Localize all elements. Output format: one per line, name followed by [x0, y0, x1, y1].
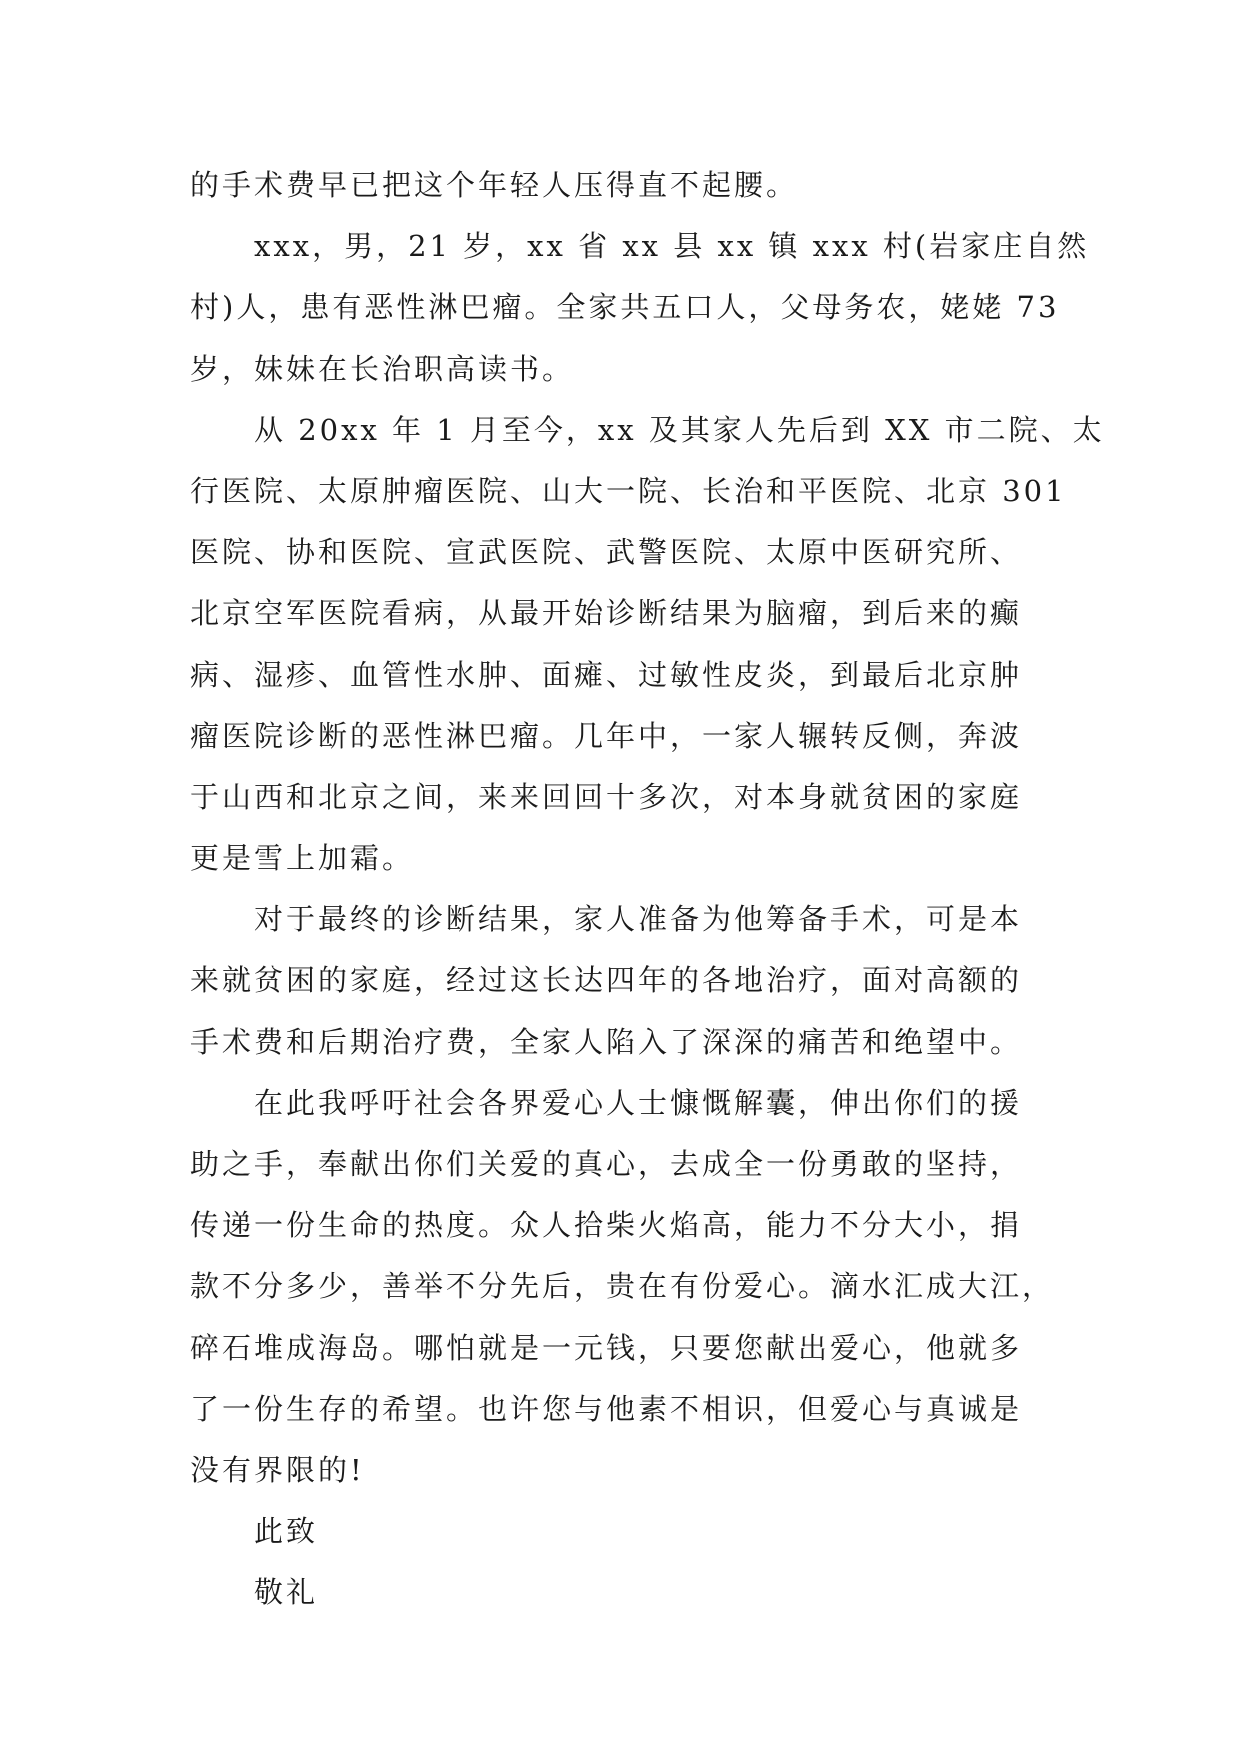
text-line: 对于最终的诊断结果，家人准备为他筹备手术，可是本 — [254, 902, 1023, 937]
text-line: 手术费和后期治疗费，全家人陷入了深深的痛苦和绝望中。 — [190, 1024, 1023, 1059]
text-line: 医院、协和医院、宣武医院、武警医院、太原中医研究所、 — [190, 535, 1023, 570]
text-line: 传递一份生命的热度。众人拾柴火焰高，能力不分大小，捐 — [190, 1208, 1023, 1243]
text-line: 更是雪上加霜。 — [190, 841, 415, 876]
text-line: 在此我呼吁社会各界爱心人士慷慨解囊，伸出你们的援 — [254, 1085, 1023, 1120]
text-line: xxx，男，21 岁，xx 省 xx 县 xx 镇 xxx 村(岩家庄自然 — [254, 229, 1090, 264]
text-line: 从 20xx 年 1 月至今，xx 及其家人先后到 XX 市二院、太 — [254, 412, 1105, 447]
text-line: 来就贫困的家庭，经过这长达四年的各地治疗，面对高额的 — [190, 963, 1023, 998]
closing-regards: 敬礼 — [254, 1575, 319, 1610]
text-line: 的手术费早已把这个年轻人压得直不起腰。 — [190, 168, 799, 202]
text-line: 村)人，患有恶性淋巴瘤。全家共五口人，父母务农，姥姥 73 — [190, 290, 1060, 325]
text-line: 岁，妹妹在长治职高读书。 — [190, 351, 575, 386]
text-line: 瘤医院诊断的恶性淋巴瘤。几年中，一家人辗转反侧，奔波 — [190, 718, 1023, 753]
text-line: 行医院、太原肿瘤医院、山大一院、长治和平医院、北京 301 — [190, 473, 1067, 508]
text-line: 碎石堆成海岛。哪怕就是一元钱，只要您献出爱心，他就多 — [190, 1330, 1023, 1365]
closing-salutation: 此致 — [254, 1514, 319, 1549]
text-line: 北京空军医院看病，从最开始诊断结果为脑瘤，到后来的癫 — [190, 596, 1023, 631]
document-body — [190, 155, 1105, 1624]
text-line: 于山西和北京之间，来来回回十多次，对本身就贫困的家庭 — [190, 779, 1023, 814]
text-line: 病、湿疹、血管性水肿、面瘫、过敏性皮炎，到最后北京肿 — [190, 657, 1023, 692]
text-line: 了一份生存的希望。也许您与他素不相识，但爱心与真诚是 — [190, 1391, 1023, 1426]
text-line: 助之手，奉献出你们关爱的真心，去成全一份勇敢的坚持， — [190, 1147, 1023, 1181]
text-line: 没有界限的! — [190, 1452, 365, 1487]
text-line: 款不分多少，善举不分先后，贵在有份爱心。滴水汇成大江， — [190, 1269, 1055, 1304]
